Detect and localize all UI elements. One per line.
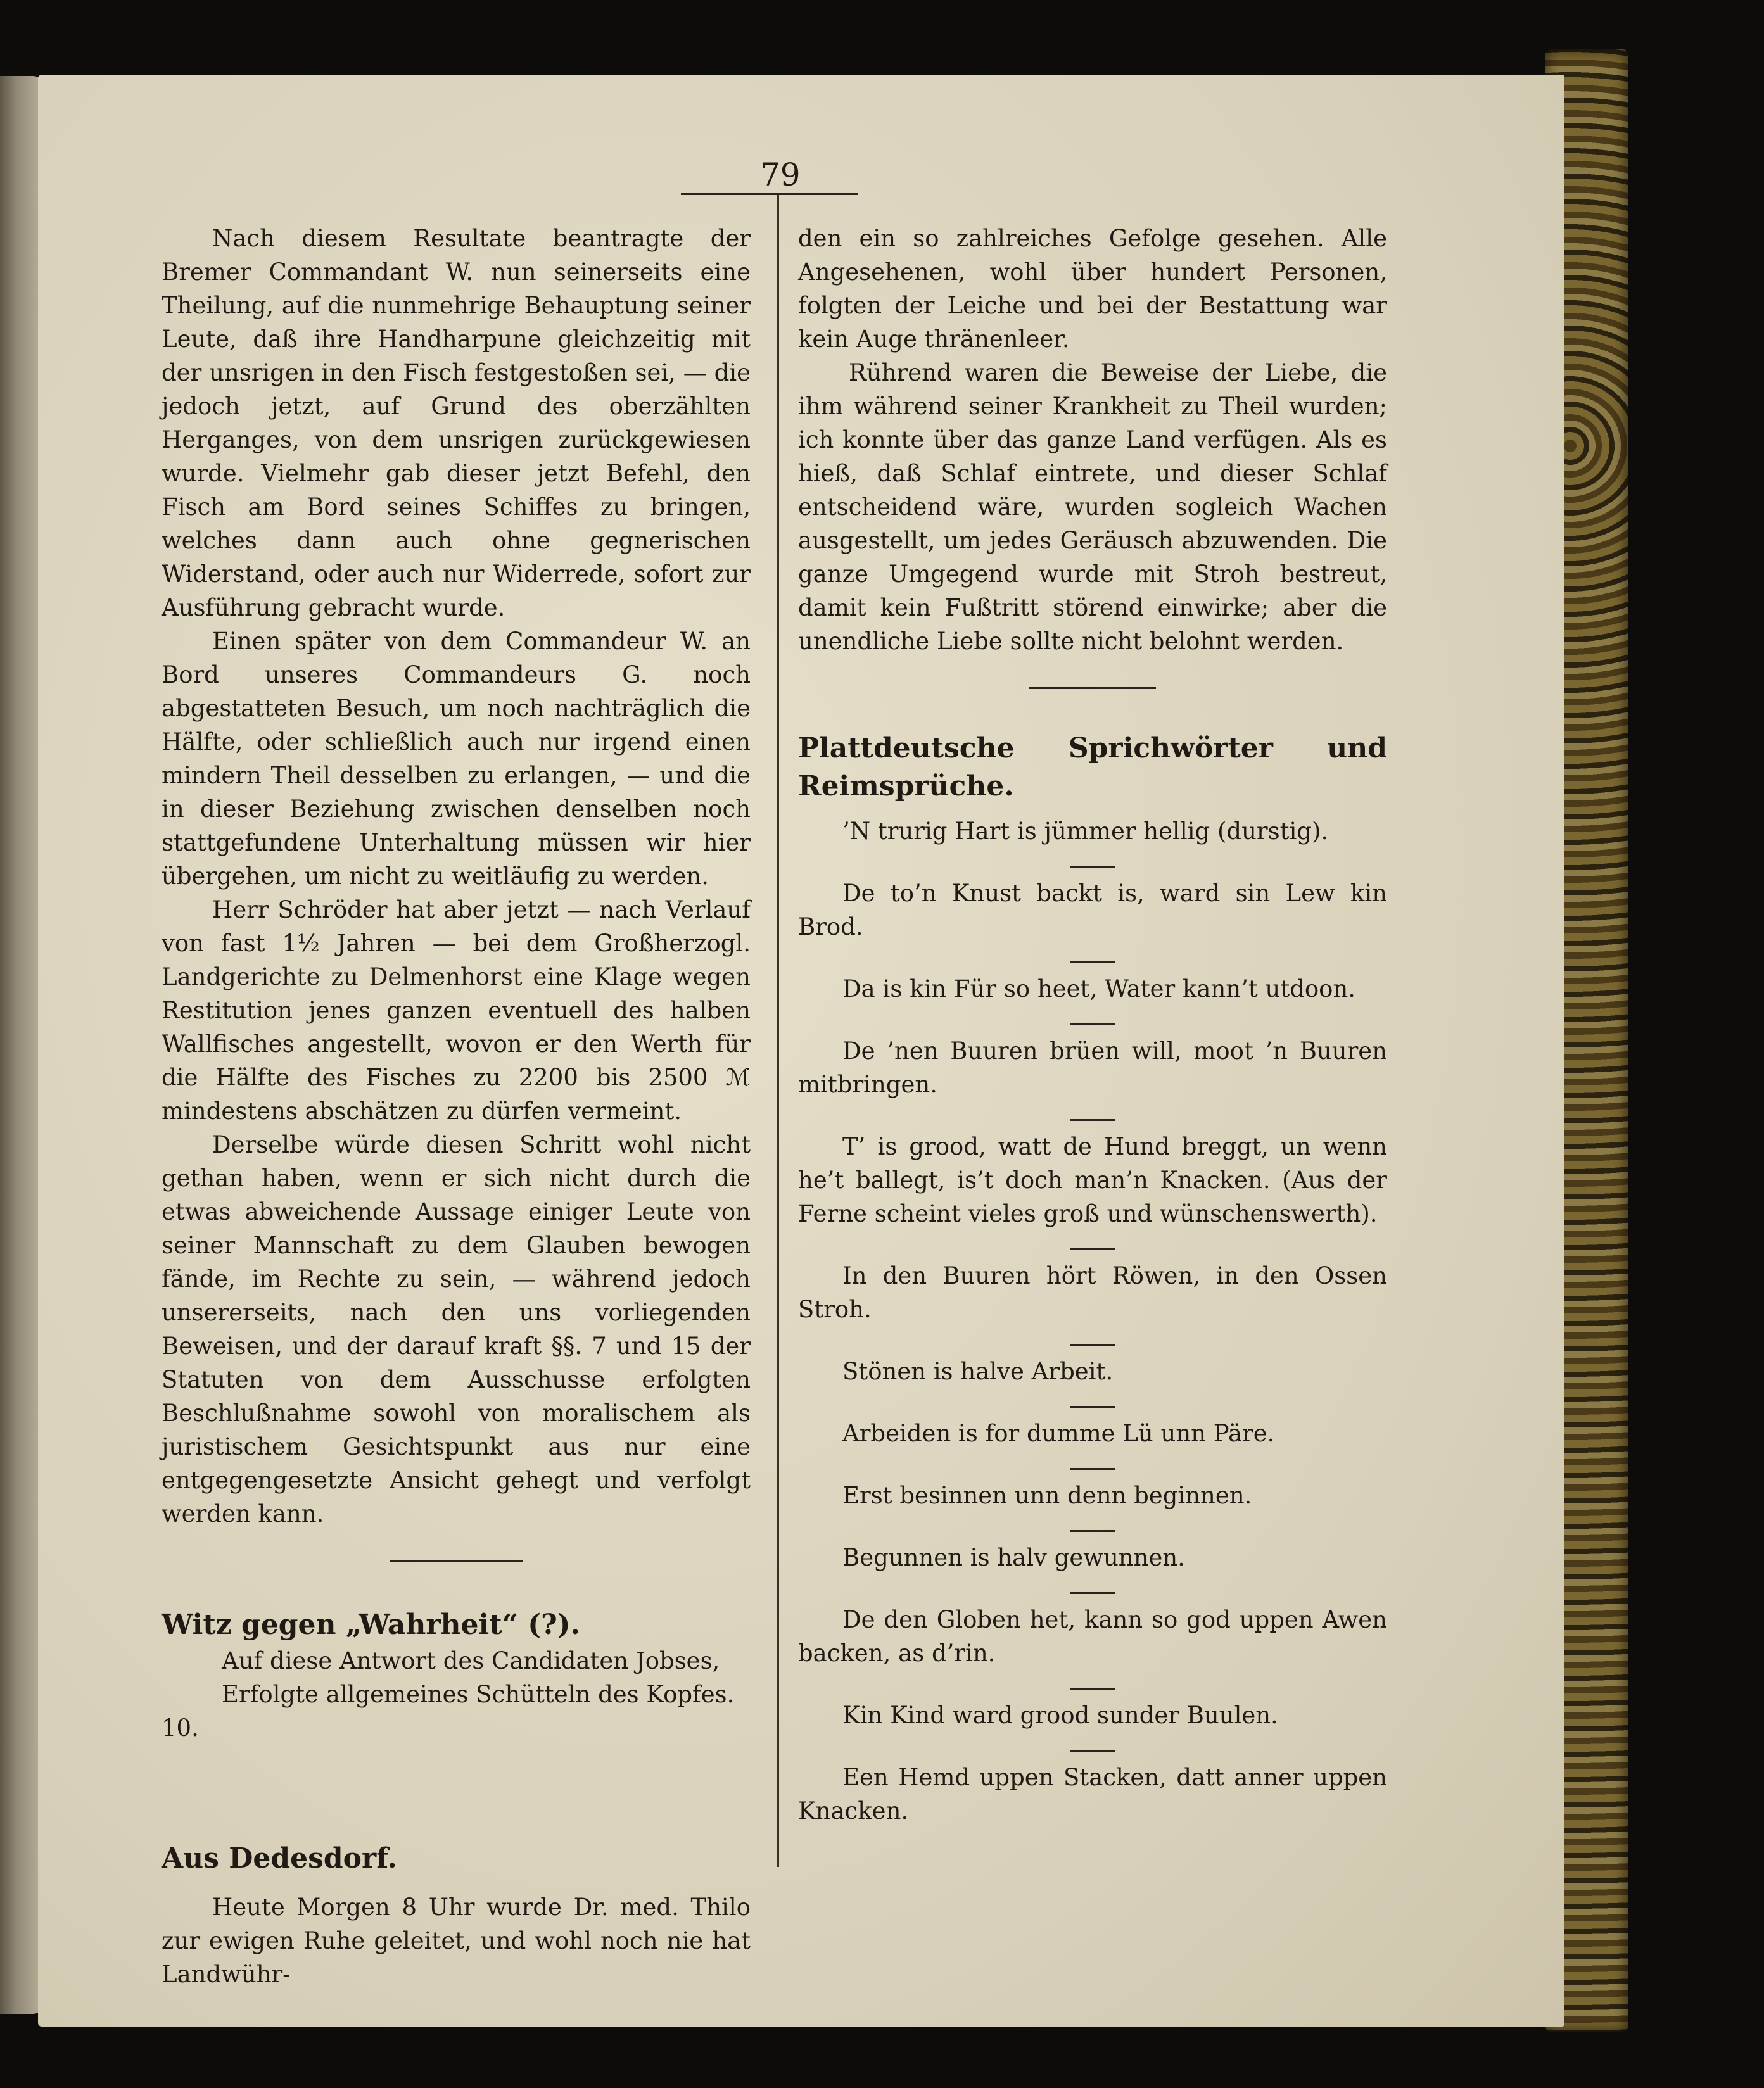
poem-line: Auf diese Antwort des Candidaten Jobses, — [222, 1647, 720, 1674]
left-column — [162, 222, 751, 1991]
proverb: Arbeiden is for dumme Lü unn Päre. — [842, 1420, 1275, 1447]
proverb: De ’nen Buuren brüen will, moot ’n Buuren mitbringen. — [798, 1037, 1387, 1098]
paragraph: Nach diesem Resultate beantragte der Bremer Commandant W. nun seinerseits eine Theilung, auf die nunmehrige Behauptung seiner Leute, daß ihre Handharpune gleichzeitig mit der unsrigen in den Fisch festgestoßen sei, — die jedoch jetzt, auf Grund des oberzählten Herganges, von dem unsrigen zurückgewiesen wurde. Vielmehr gab dieser jetzt Befehl, den Fisch am Bord seines Schiffes zu bringen, welches dann auch ohne gegnerischen Widerstand, oder auch nur Widerrede, sofort zur Ausführung gebracht wurde. — [162, 225, 751, 621]
proverb: ’N trurig Hart is jümmer hellig (durstig). — [842, 818, 1329, 845]
proverb: De to’n Knust backt is, ward sin Lew kin Brod. — [798, 880, 1387, 940]
poem-line: Erfolgte allgemeines Schütteln des Kopfes. — [222, 1681, 735, 1708]
section-rule — [390, 1560, 523, 1562]
paragraph: Einen später von dem Commandeur W. an Bord unseres Commandeurs G. noch abgestatteten Besuch, um noch nachträglich die Hälfte, oder schließlich auch nur irgend einen mindern Theil desselben zu erlangen, — und die in dieser Beziehung zwischen denselben noch stattgefundene Unterhaltung müssen wir hier übergehen, um nicht zu weitläufig zu werden. — [162, 628, 751, 890]
signature: 10. — [162, 1714, 199, 1742]
header-rule — [681, 193, 858, 195]
dedesdorf-heading: Aus Dedesdorf. — [162, 1842, 397, 1875]
divider-rule — [1070, 1750, 1115, 1752]
column-divider — [777, 195, 779, 1867]
divider-rule — [1070, 1344, 1115, 1346]
right-column — [798, 222, 1387, 1828]
paragraph: Derselbe würde diesen Schritt wohl nicht gethan haben, wenn er sich nicht durch die etwas abweichende Aussage einiger Leute von seiner Mannschaft zu dem Glauben bewogen fände, im Rechte zu sein, — während jedoch unsererseits, nach den uns vorliegenden Beweisen, und der darauf kraft §§. 7 und 15 der Statuten von dem Ausschusse erfolgten Beschlußnahme sowohl von moralischem als juristischem Gesichtspunkt aus nur eine entgegengesetzte Ansicht gehegt und verfolgt werden kann. — [162, 1131, 751, 1528]
proverb: Een Hemd uppen Stacken, datt anner uppen Knacken. — [798, 1764, 1387, 1825]
section-rule — [1029, 687, 1156, 689]
divider-rule — [1070, 1406, 1115, 1408]
proverb: Erst besinnen unn denn beginnen. — [842, 1482, 1252, 1509]
proverb: T’ is grood, watt de Hund breggt, un wenn he’t ballegt, is’t doch man’n Knacken. (Aus der Ferne scheint vieles groß und wünschenswerth). — [798, 1133, 1387, 1227]
paragraph: Heute Morgen 8 Uhr wurde Dr. med. Thilo zur ewigen Ruhe geleitet, und wohl noch nie hat Landwühr- — [162, 1894, 751, 1988]
proverb: Da is kin Für so heet, Water kann’t utdoon. — [842, 975, 1356, 1003]
witz-heading: Witz gegen „Wahrheit“ (?). — [162, 1609, 580, 1641]
proverbs-heading: Plattdeutsche Sprichwörter und Reimsprüche. — [798, 732, 1387, 802]
proverb: Kin Kind ward grood sunder Buulen. — [842, 1702, 1278, 1729]
proverb: De den Globen het, kann so god uppen Awen backen, as d’rin. — [798, 1606, 1387, 1667]
paragraph: Rührend waren die Beweise der Liebe, die ihm während seiner Krankheit zu Theil wurden; ich konnte über das ganze Land verfügen. Als es hieß, daß Schlaf eintrete, und dieser Schlaf entscheidend wäre, wurden sogleich Wachen ausgestellt, um jedes Geräusch abzuwenden. Die ganze Umgegend wurde mit Stroh bestreut, damit kein Fußtritt störend einwirke; aber die unendliche Liebe sollte nicht belohnt werden. — [798, 359, 1387, 655]
paragraph: den ein so zahlreiches Gefolge gesehen. Alle Angesehenen, wohl über hundert Personen, folgten der Leiche und bei der Bestattung war kein Auge thränenleer. — [798, 225, 1387, 353]
divider-rule — [1070, 1119, 1115, 1121]
proverb: In den Buuren hört Röwen, in den Ossen Stroh. — [798, 1262, 1387, 1323]
paragraph: Herr Schröder hat aber jetzt — nach Verlauf von fast 1½ Jahren — bei dem Großherzogl. Landgerichte zu Delmenhorst eine Klage wegen Restitution jenes ganzen eventuell des halben Wallfisches angestellt, wovon er den Werth für die Hälfte des Fisches zu 2200 bis 2500 ℳ mindestens abschätzen zu dürfen vermeint. — [162, 896, 751, 1125]
proverb: Stönen is halve Arbeit. — [842, 1358, 1114, 1385]
proverb: Begunnen is halv gewunnen. — [842, 1544, 1185, 1571]
divider-rule — [1070, 1688, 1115, 1690]
divider-rule — [1070, 1592, 1115, 1594]
divider-rule — [1070, 1530, 1115, 1532]
divider-rule — [1070, 1468, 1115, 1470]
divider-rule — [1070, 961, 1115, 963]
divider-rule — [1070, 1248, 1115, 1250]
page-number: 79 — [760, 156, 801, 193]
divider-rule — [1070, 1023, 1115, 1025]
divider-rule — [1070, 866, 1115, 868]
